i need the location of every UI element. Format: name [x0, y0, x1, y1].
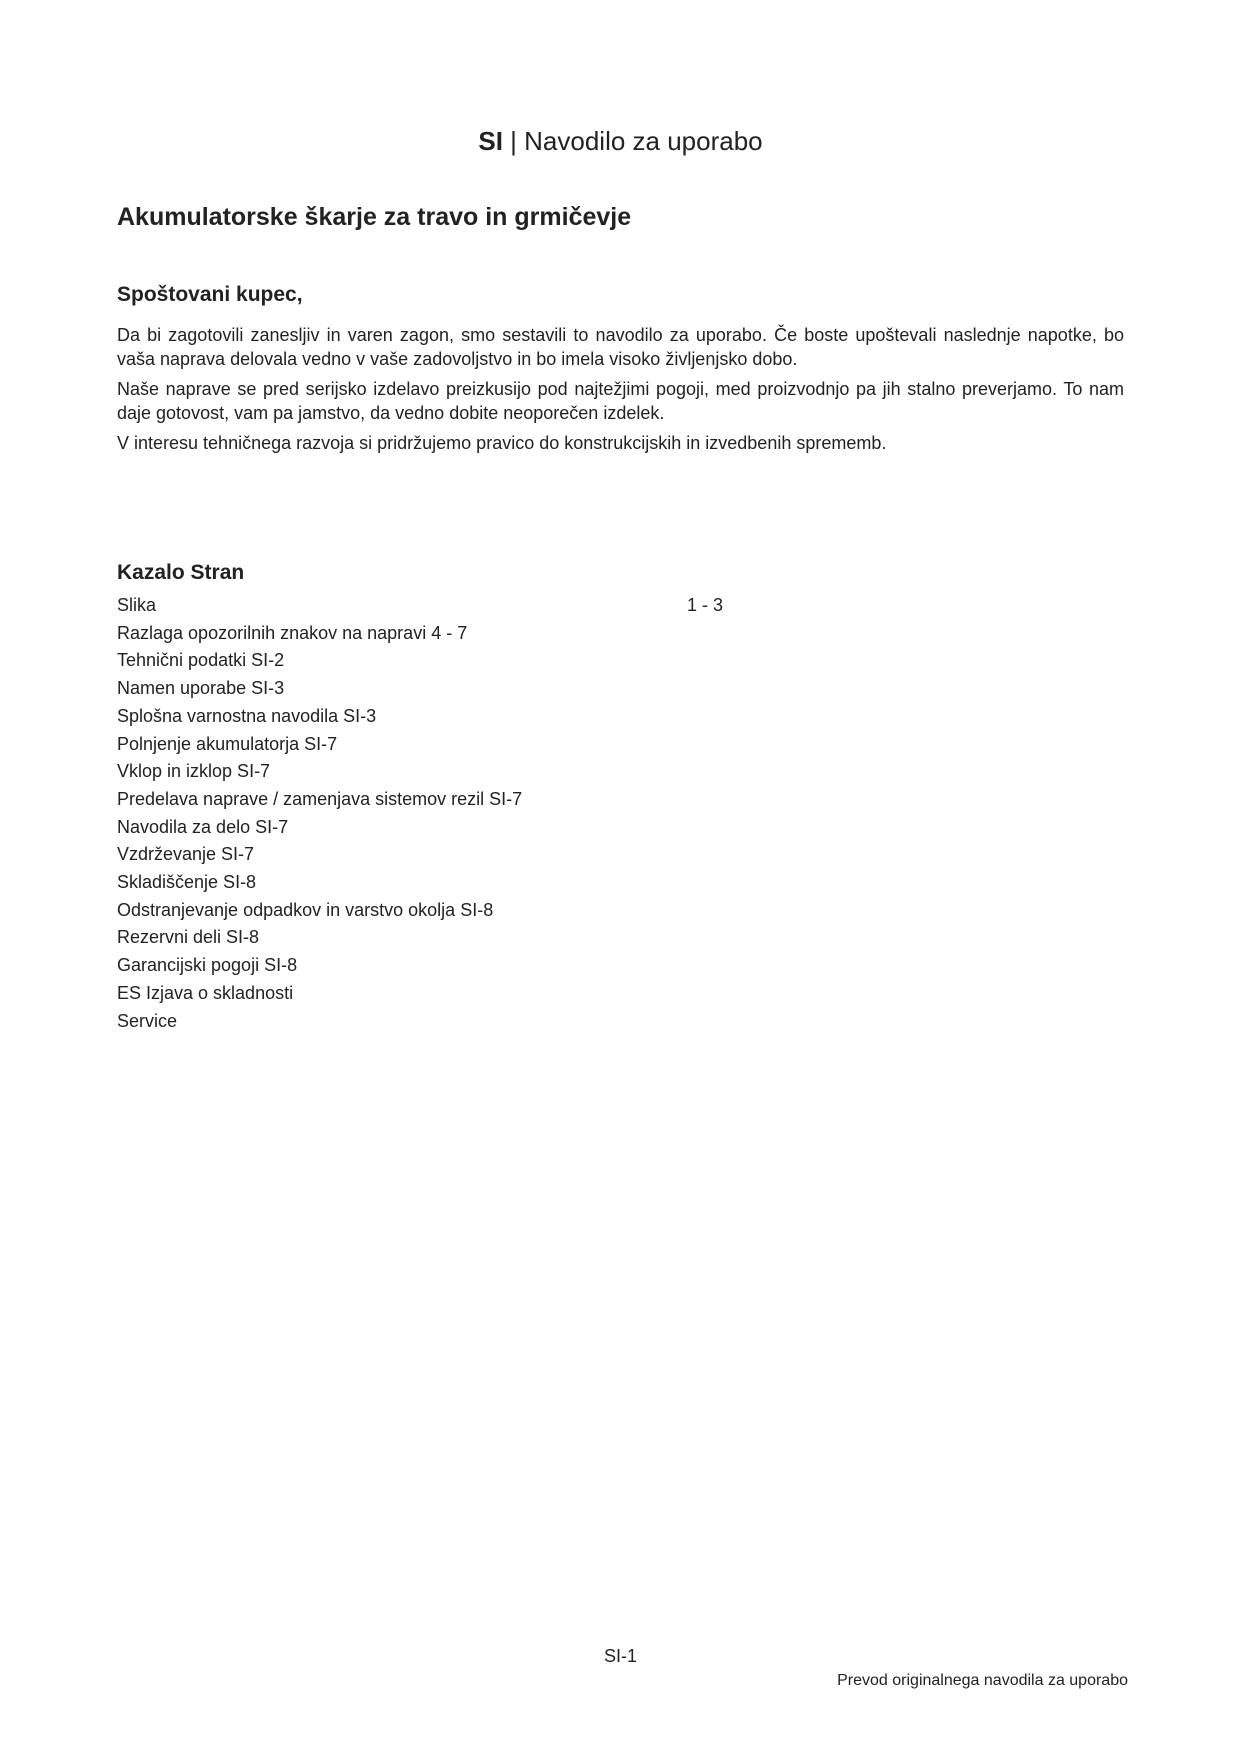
toc-item: [117, 841, 1017, 869]
toc-item-label: Garancijski pogoji SI-8: [117, 955, 298, 976]
toc-item-label: Razlaga opozorilnih znakov na napravi 4 - 7: [117, 622, 468, 643]
intro-paragraph: Da bi zagotovili zanesljiv in varen zagon, smo sestavili to navodilo za uporabo. Če boste upoštevali naslednje napotke, bo vaša naprava delovala vedno v vaše zadovoljstvo in bo imela visoko življenjsko dobo.: [117, 325, 1124, 369]
toc-item: [117, 952, 1017, 980]
toc-item-label: Rezervni deli SI-8: [117, 927, 260, 948]
toc-item: [117, 758, 1017, 786]
page-header: [0, 126, 1241, 157]
toc-item: [117, 647, 1017, 675]
page-number: SI-1: [603, 1646, 637, 1666]
toc-item: [117, 592, 1017, 620]
toc-item-label: Skladiščenje SI-8: [117, 872, 257, 893]
toc-item: [117, 980, 1017, 1008]
toc-item-label: ES Izjava o skladnosti: [117, 982, 294, 1003]
toc-item: [117, 786, 1017, 814]
toc-item-label: Polnjenje akumulatorja SI-7: [117, 733, 338, 754]
toc-item-label: Namen uporabe SI-3: [117, 678, 285, 699]
toc-item: [117, 924, 1017, 952]
toc-item: [117, 703, 1017, 731]
toc-item-label: Splošna varnostna navodila SI-3: [117, 705, 377, 726]
header-title: Navodilo za uporabo: [524, 126, 763, 156]
table-of-contents: [117, 592, 1017, 1035]
header-separator: |: [502, 126, 525, 156]
toc-item: [117, 675, 1017, 703]
greeting-heading: Spoštovani kupec,: [117, 283, 303, 306]
toc-item: [117, 869, 1017, 897]
toc-item: [117, 814, 1017, 842]
toc-item-label: Predelava naprave / zamenjava sistemov rezil SI-7: [117, 788, 523, 809]
toc-item-label: Vklop in izklop SI-7: [117, 761, 271, 782]
toc-item-page: 1 - 3: [687, 595, 724, 615]
intro-paragraph: Naše naprave se pred serijsko izdelavo preizkusijo pod najtežjimi pogoji, med proizvodnjo pa jih stalno preverjamo. To nam daje gotovost, vam pa jamstvo, da vedno dobite neoporečen izdelek.: [117, 379, 1124, 423]
language-code: SI: [478, 126, 503, 156]
toc-item: [117, 731, 1017, 759]
toc-item-label: Vzdrževanje SI-7: [117, 844, 255, 865]
toc-item: [117, 620, 1017, 648]
toc-item-label: Slika: [117, 595, 157, 615]
footer-note: Prevod originalnega navodila za uporabo: [837, 1672, 1128, 1689]
toc-heading: Kazalo Stran: [117, 561, 245, 584]
toc-item: [117, 897, 1017, 925]
toc-item-label: Tehnični podatki SI-2: [117, 650, 285, 671]
intro-paragraph: V interesu tehničnega razvoja si pridržujemo pravico do konstrukcijskih in izvedbenih sprememb.: [117, 433, 887, 453]
toc-item-label: Service: [117, 1010, 178, 1031]
toc-item-label: Odstranjevanje odpadkov in varstvo okolja SI-8: [117, 899, 494, 920]
document-title: Akumulatorske škarje za travo in grmičevje: [117, 203, 632, 231]
intro-text: [117, 323, 1124, 461]
toc-item: [117, 1008, 1017, 1036]
toc-item-label: Navodila za delo SI-7: [117, 816, 289, 837]
